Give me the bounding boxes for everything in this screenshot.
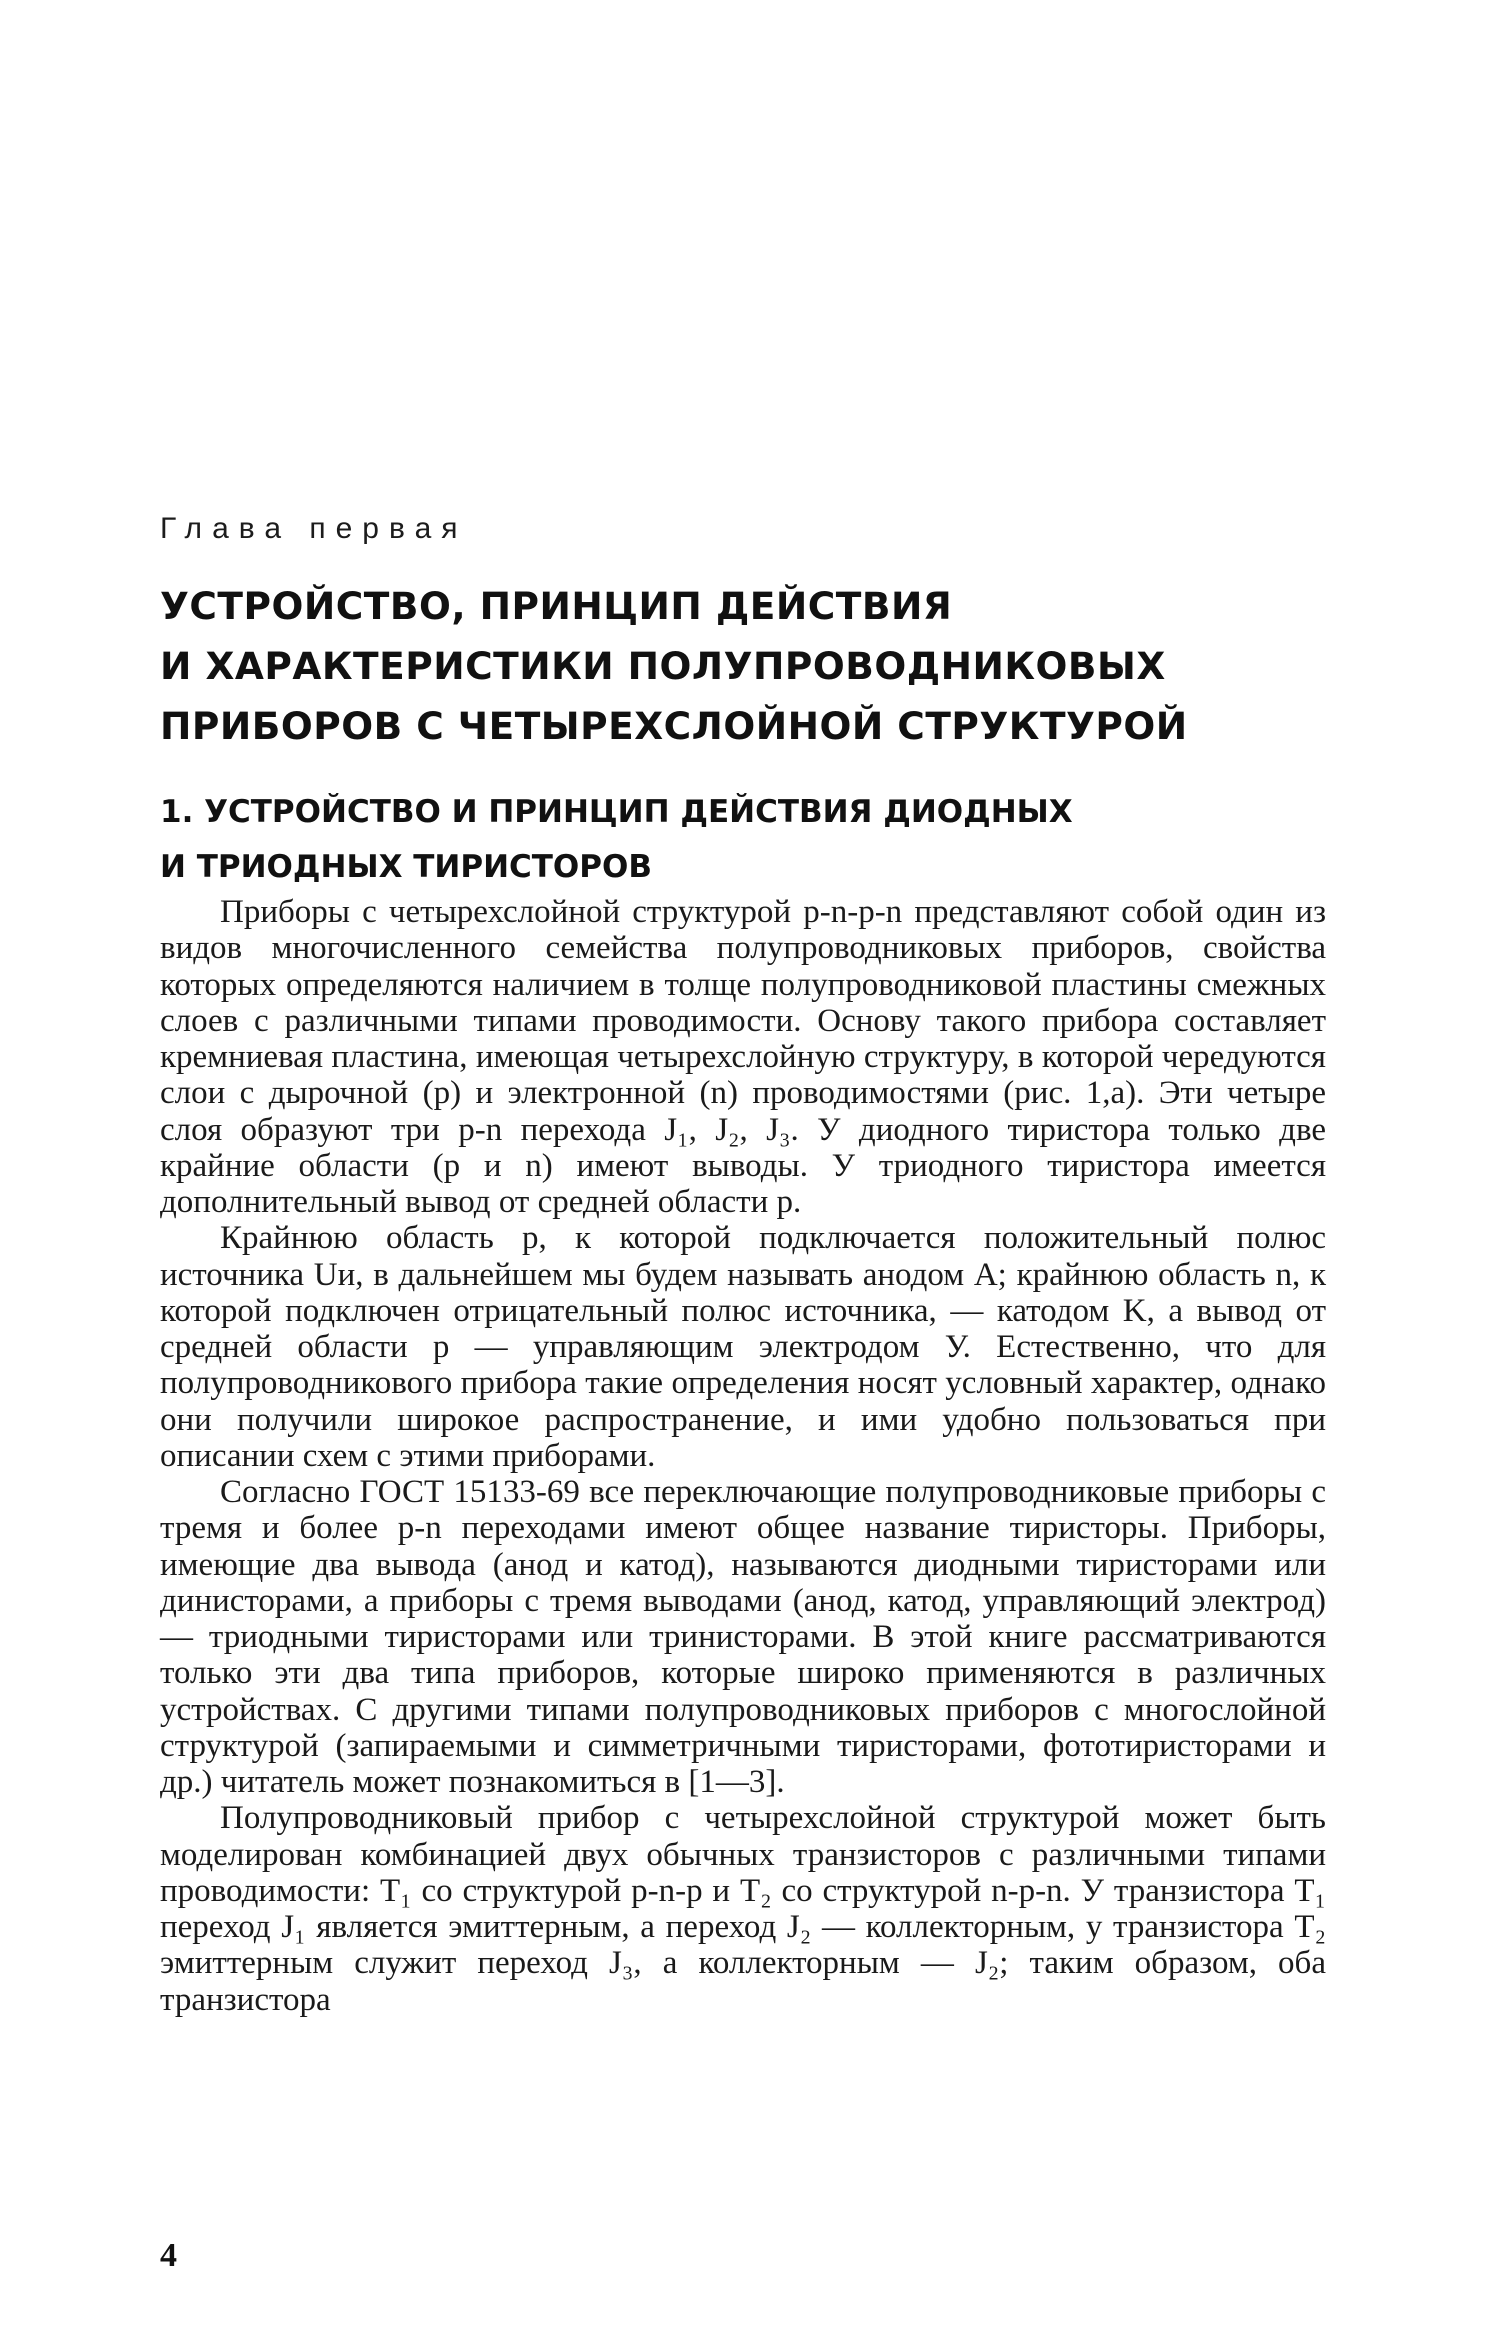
paragraph: Полупроводниковый прибор с четырехслойной структурой может быть моделирован комбинацией двух обычных транзисторов с различными типами проводимости: T₁ со структурой p-n-p и T₂ со структурой n-p-n. У транзистора T₁ переход J₁ является эмиттерным, а переход J₂ — коллекторным, у транзистора T₂ эмиттерным служит переход J₃, а коллекторным — J₂; таким образом, оба транзистора	[160, 1800, 1326, 2018]
body-text	[160, 894, 1326, 2018]
chapter-title-line: И ХАРАКТЕРИСТИКИ ПОЛУПРОВОДНИКОВЫХ	[160, 644, 1166, 688]
chapter-title	[160, 576, 1360, 756]
section-title-line: 1. УСТРОЙСТВО И ПРИНЦИП ДЕЙСТВИЯ ДИОДНЫХ	[160, 794, 1073, 830]
paragraph: Согласно ГОСТ 15133-69 все переключающие полупроводниковые приборы с тремя и более p-n переходами имеют общее название тиристоры. Приборы, имеющие два вывода (анод и катод), называются диодными тиристорами или динисторами, а приборы с тремя выводами (анод, катод, управляющий электрод) — триодными тиристорами или тринисторами. В этой книге рассматриваются только эти два типа приборов, которые широко применяются в различных устройствах. С другими типами полупроводниковых приборов с многослойной структурой (запираемыми и симметричными тиристорами, фототиристорами и др.) читатель может познакомиться в [1—3].	[160, 1474, 1326, 1800]
page-number: 4	[160, 2237, 177, 2274]
chapter-title-line: УСТРОЙСТВО, ПРИНЦИП ДЕЙСТВИЯ	[160, 584, 953, 628]
chapter-title-line: ПРИБОРОВ С ЧЕТЫРЕХСЛОЙНОЙ СТРУКТУРОЙ	[160, 704, 1188, 748]
chapter-label: Глава первая	[160, 512, 468, 545]
section-title	[160, 785, 1360, 895]
paragraph: Крайнюю область p, к которой подключается положительный полюс источника Uи, в дальнейшем мы будем называть анодом A; крайнюю область n, к которой подключен отрицательный полюс источника, — катодом K, а вывод от средней области p — управляющим электродом У. Естественно, что для полупроводникового прибора такие определения носят условный характер, однако они получили широкое распространение, и ими удобно пользоваться при описании схем с этими приборами.	[160, 1220, 1326, 1474]
paragraph: Приборы с четырехслойной структурой p-n-p-n представляют собой один из видов многочисленного семейства полупроводниковых приборов, свойства которых определяются наличием в толще полупроводниковой пластины смежных слоев с различными типами проводимости. Основу такого прибора составляет кремниевая пластина, имеющая четырехслойную структуру, в которой чередуются слои с дырочной (p) и электронной (n) проводимостями (рис. 1,a). Эти четыре слоя образуют три p-n перехода J₁, J₂, J₃. У диодного тиристора только две крайние области (p и n) имеют выводы. У триодного тиристора имеется дополнительный вывод от средней области p.	[160, 894, 1326, 1220]
section-title-line: И ТРИОДНЫХ ТИРИСТОРОВ	[160, 849, 652, 885]
